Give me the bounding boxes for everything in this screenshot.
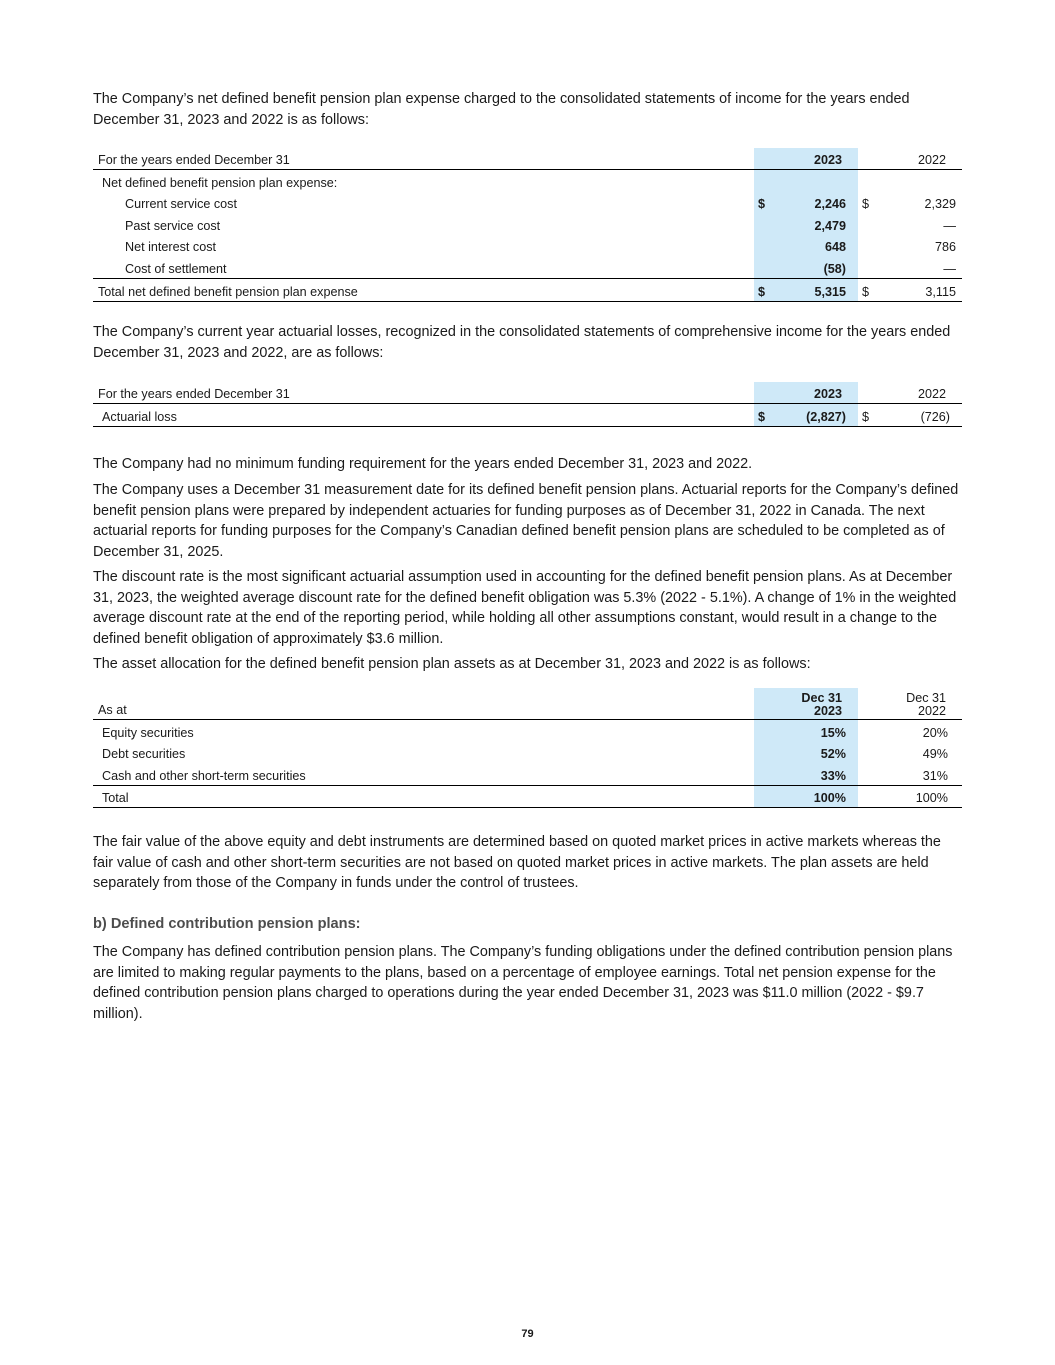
row-label: Cash and other short-term securities xyxy=(102,768,306,783)
total-value-2023: 100% xyxy=(774,785,858,808)
column-header-2023: Dec 31 2023 xyxy=(774,688,858,720)
total-value-2022: 3,115 xyxy=(878,278,962,301)
header-label: As at xyxy=(93,688,754,720)
table-row xyxy=(93,720,962,742)
table-header-row xyxy=(93,148,962,170)
column-header-2022: Dec 31 2022 xyxy=(878,688,962,720)
table-header-row xyxy=(93,688,962,720)
intro-actuarial-paragraph: The Company’s current year actuarial losses, recognized in the consolidated statements of comprehensive income for the years ended December 31, 2023 and 2022, are as follows: xyxy=(93,324,951,361)
fair-value-paragraph: The fair value of the above equity and debt instruments are determined based on quoted market prices in active markets whereas the fair value of cash and other short-term securities are not based on quoted market prices in active markets. The plan assets are held separately from those of the Company in funds under the control of trustees. xyxy=(93,834,941,892)
asset-allocation-table xyxy=(93,688,962,808)
currency-symbol: $ xyxy=(754,192,774,214)
currency-symbol: $ xyxy=(862,409,870,424)
currency-symbol: $ xyxy=(858,278,878,301)
column-header-2023: 2023 xyxy=(774,148,858,170)
value-2022: 786 xyxy=(934,240,956,255)
row-label: Cost of settlement xyxy=(125,261,227,276)
intro-expense-paragraph: The Company’s net defined benefit pension plan expense charged to the consolidated statements of income for the years ended December 31, 2023 and 2022 is as follows: xyxy=(93,91,910,128)
value-2023: (58) xyxy=(774,256,858,278)
column-header-2022: 2022 xyxy=(878,382,962,404)
value-2022: — xyxy=(943,218,956,233)
total-label: Total net defined benefit pension plan expense xyxy=(93,278,754,301)
table-row xyxy=(93,763,962,785)
funding-paragraph: The Company had no minimum funding requirement for the years ended December 31, 2023 and 2022. xyxy=(93,456,753,472)
value-2023: 2,479 xyxy=(774,213,858,235)
value-2023: 33% xyxy=(774,763,858,785)
value-2023: 15% xyxy=(774,720,858,742)
currency-symbol: $ xyxy=(754,404,774,427)
discount-rate-paragraph: The discount rate is the most significant actuarial assumption used in accounting for the defined benefit pension plans. As at December 31, 2023, the weighted average discount rate for the defined benefit obligation was 5.3% (2022 - 5.1%). A change of 1% in the weighted average discount rate at the end of the reporting period, while holding all other assumptions constant, would result in a change to the defined benefit obligation of approximately $3.6 million. xyxy=(93,569,957,647)
pension-expense-table xyxy=(93,148,962,302)
value-2023: 2,246 xyxy=(774,192,858,214)
page-number: 79 xyxy=(521,1328,534,1340)
header-label: For the years ended December 31 xyxy=(93,148,754,170)
total-value-2023: 5,315 xyxy=(774,278,858,301)
value-2022: 31% xyxy=(922,768,948,783)
value-2023: 52% xyxy=(774,742,858,764)
row-label: Past service cost xyxy=(125,218,221,233)
row-label: Net interest cost xyxy=(125,240,216,255)
section-label: Net defined benefit pension plan expense: xyxy=(102,175,338,190)
header-label: For the years ended December 31 xyxy=(93,382,754,404)
table-row xyxy=(93,404,962,427)
section-subheading: b) Defined contribution pension plans: xyxy=(93,916,361,932)
column-header-2023: 2023 xyxy=(774,382,858,404)
value-2022: 2,329 xyxy=(924,197,956,212)
table-row xyxy=(93,192,962,214)
value-2023: 648 xyxy=(774,235,858,257)
currency-symbol: $ xyxy=(862,197,870,212)
table-row xyxy=(93,742,962,764)
row-label: Current service cost xyxy=(125,197,237,212)
currency-symbol: $ xyxy=(754,278,774,301)
row-label: Equity securities xyxy=(102,725,194,740)
row-label: Actuarial loss xyxy=(102,409,177,424)
total-label: Total xyxy=(93,785,754,808)
measurement-paragraph: The Company uses a December 31 measurement date for its defined benefit pension plans. Actuarial reports for the Company’s defined benefit pension plans were prepared by independent actuaries for funding purposes as of December 31, 2022 in Canada. The next actuarial reports for funding purposes for the Company’s Canadian defined benefit pension plans are scheduled to be completed as of December 31, 2025. xyxy=(93,482,959,560)
section-row xyxy=(93,170,962,192)
allocation-intro-paragraph: The asset allocation for the defined benefit pension plan assets as at December 31, 2023 and 2022 is as follows: xyxy=(93,656,811,672)
row-label: Debt securities xyxy=(102,747,186,762)
value-2022: 20% xyxy=(922,725,948,740)
table-header-row xyxy=(93,382,962,404)
total-value-2022: 100% xyxy=(878,785,962,808)
total-row xyxy=(93,785,962,808)
value-2022: — xyxy=(943,261,956,276)
contribution-paragraph: The Company has defined contribution pension plans. The Company’s funding obligations under the defined contribution pension plans are limited to making regular payments to the plans, based on a percentage of employee earnings. Total net pension expense for the defined contribution pension plans charged to operations during the year ended December 31, 2023 was $11.0 million (2022 - $9.7 million). xyxy=(93,944,953,1022)
value-2022: (726) xyxy=(920,409,950,424)
table-row xyxy=(93,235,962,257)
value-2023: (2,827) xyxy=(774,404,858,427)
table-row xyxy=(93,213,962,235)
value-2022: 49% xyxy=(922,747,948,762)
actuarial-loss-table xyxy=(93,382,962,427)
table-row xyxy=(93,256,962,278)
total-row xyxy=(93,278,962,301)
column-header-2022: 2022 xyxy=(878,148,962,170)
